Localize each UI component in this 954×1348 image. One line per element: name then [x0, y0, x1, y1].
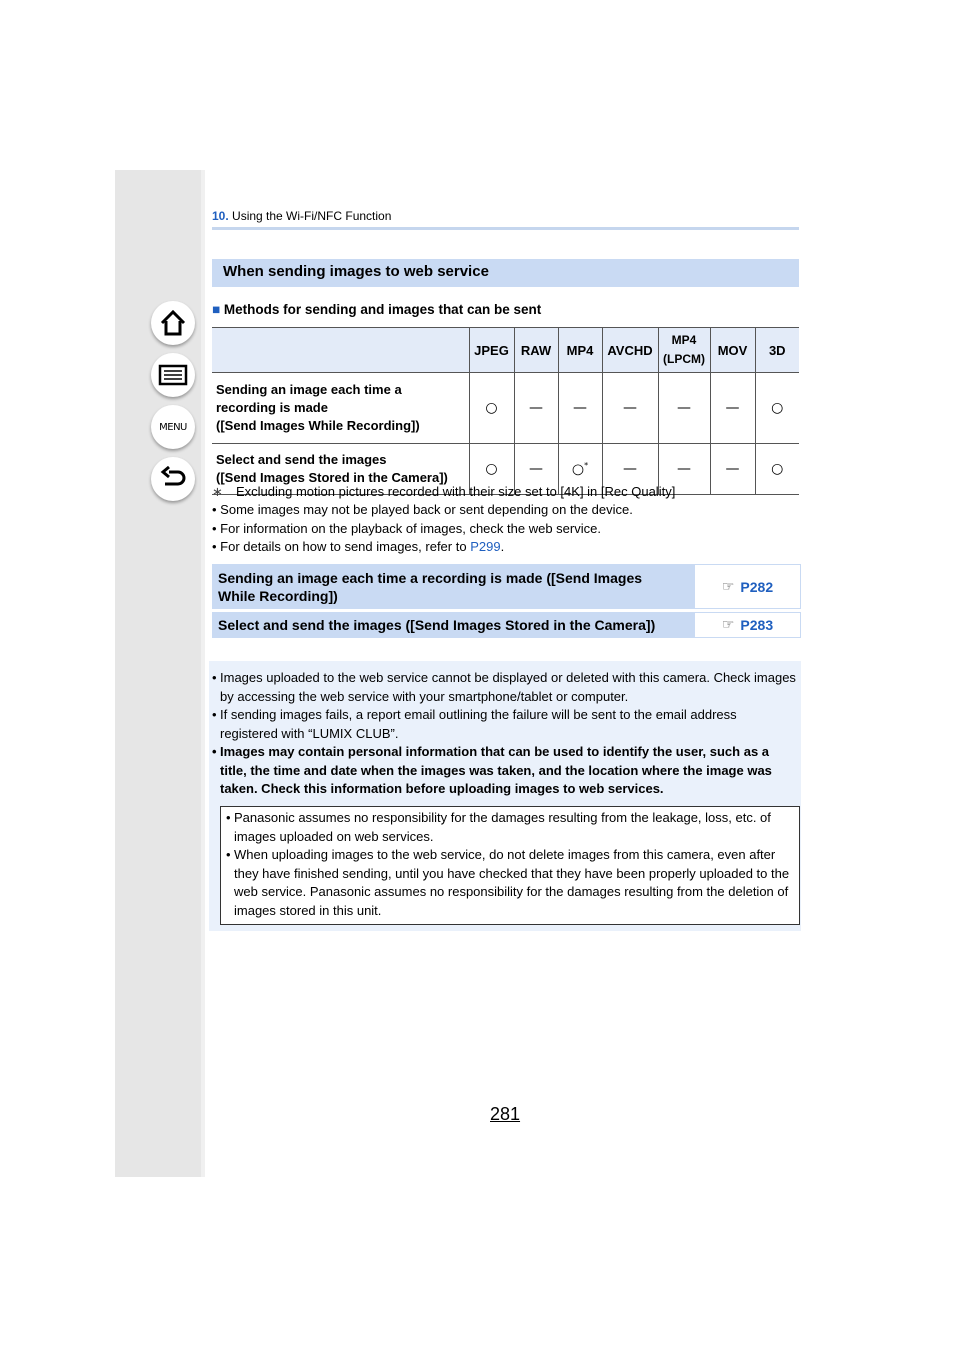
note-bullet: • Some images may not be played back or sent depending on the device. — [212, 502, 633, 517]
table-cell: ○ — [469, 373, 514, 444]
page-link-p299[interactable]: P299 — [470, 539, 501, 554]
back-button[interactable] — [151, 457, 195, 501]
memo-item: • If sending images fails, a report email outlining the failure will be sent to the email address registered with “LUMIX CLUB”. — [212, 706, 798, 743]
list-icon — [158, 363, 188, 387]
column-header-line: (LPCM) — [663, 352, 705, 366]
column-header: AVCHD — [602, 328, 658, 373]
home-button[interactable] — [151, 301, 195, 345]
table-cell: — — [602, 444, 658, 495]
disclaimer-item: • When uploading images to the web service, do not delete images from this camera, even after they have finished sending, until you have checked that they have been properly uploaded to the web service. Panasonic assumes no responsibility for the damages resulting from the deletion of images stored in this unit. — [226, 846, 793, 920]
row-label-line: ([Send Images Stored in the Camera]) — [216, 470, 448, 485]
reference-page: P283 — [740, 617, 774, 633]
footnote-mark: * — [584, 460, 589, 470]
disclaimer-box — [220, 806, 800, 925]
section-title: When sending images to web service — [223, 263, 489, 280]
table-cell: — — [658, 444, 710, 495]
home-icon — [159, 309, 187, 337]
subheading-text: Methods for sending and images that can be sent — [223, 302, 542, 317]
subheading — [212, 302, 541, 317]
chapter-rule — [212, 227, 799, 230]
contents-button[interactable] — [151, 353, 195, 397]
table-cell: ○ — [469, 444, 514, 495]
table-cell: — — [710, 444, 755, 495]
disclaimer-item: • Panasonic assumes no responsibility for the damages resulting from the leakage, loss, etc. of images uploaded on web services. — [226, 809, 793, 846]
row-label-line: recording is made — [216, 400, 328, 415]
column-header: MOV — [710, 328, 755, 373]
row-label-line: Sending an image each time a — [216, 382, 402, 397]
table-cell: ○ — [755, 373, 799, 444]
page-number: 281 — [490, 1104, 521, 1124]
row-label — [212, 373, 469, 444]
reference-label: Select and send the images ([Send Images Stored in the Camera]) — [213, 613, 695, 637]
table-header-row — [212, 328, 799, 373]
asterisk-mark: ∗ — [212, 484, 223, 499]
sidebar-divider — [201, 170, 205, 1177]
back-icon — [159, 466, 187, 492]
column-header: 3D — [755, 328, 799, 373]
methods-table — [212, 327, 799, 495]
chapter-number: 10. — [212, 209, 229, 223]
note-text: • For details on how to send images, refer to — [212, 539, 471, 554]
column-header: RAW — [514, 328, 558, 373]
reference-link[interactable] — [695, 565, 800, 608]
menu-label: MENU — [159, 421, 187, 433]
table-cell: — — [658, 373, 710, 444]
note-text: . — [500, 539, 505, 554]
chapter-heading — [212, 209, 391, 223]
asterisk-note — [212, 483, 675, 501]
table-cell: — — [514, 444, 558, 495]
note-bullet — [212, 538, 504, 556]
column-header: JPEG — [469, 328, 514, 373]
chapter-title: Using the Wi-Fi/NFC Function — [232, 209, 392, 223]
pointing-hand-icon: ☞ — [721, 617, 735, 633]
table-row — [212, 373, 799, 444]
pointing-hand-icon: ☞ — [721, 578, 735, 595]
reference-row[interactable] — [212, 564, 801, 609]
column-header — [658, 328, 710, 373]
column-header: MP4 — [558, 328, 602, 373]
reference-link[interactable] — [695, 613, 800, 637]
column-header-line: MP4 — [671, 333, 697, 347]
memo-item-important: • Images may contain personal information that can be used to identify the user, such as a title, the time and date when the images was taken, and the location where the image was taken. Check this information before uploading images to web services. — [212, 743, 798, 799]
row-label-line: Select and send the images — [216, 452, 387, 467]
menu-button[interactable] — [151, 405, 195, 449]
reference-label — [213, 565, 695, 608]
asterisk-note-text: Excluding motion pictures recorded with their size set to [4K] in [Rec Quality] — [236, 484, 676, 499]
table-cell: — — [710, 373, 755, 444]
memo-item: • Images uploaded to the web service cannot be displayed or deleted with this camera. Check images by accessing the web service with your smartphone/tablet or computer. — [212, 669, 798, 706]
table-cell: ○ — [755, 444, 799, 495]
reference-page: P282 — [740, 578, 774, 595]
row-label-line: ([Send Images While Recording]) — [216, 418, 420, 433]
table-cell: — — [558, 373, 602, 444]
table-cell: — — [602, 373, 658, 444]
reference-row[interactable] — [212, 612, 801, 638]
square-bullet-icon: ■ — [212, 302, 221, 317]
reference-label-line: Sending an image each time a recording is made ([Send Images — [218, 569, 643, 586]
header-blank — [212, 328, 469, 373]
cell-mark: ○ — [571, 461, 585, 478]
reference-label-line: While Recording]) — [218, 587, 338, 604]
memo-list — [212, 669, 798, 799]
note-bullet: • For information on the playback of images, check the web service. — [212, 521, 601, 536]
table-cell: — — [514, 373, 558, 444]
